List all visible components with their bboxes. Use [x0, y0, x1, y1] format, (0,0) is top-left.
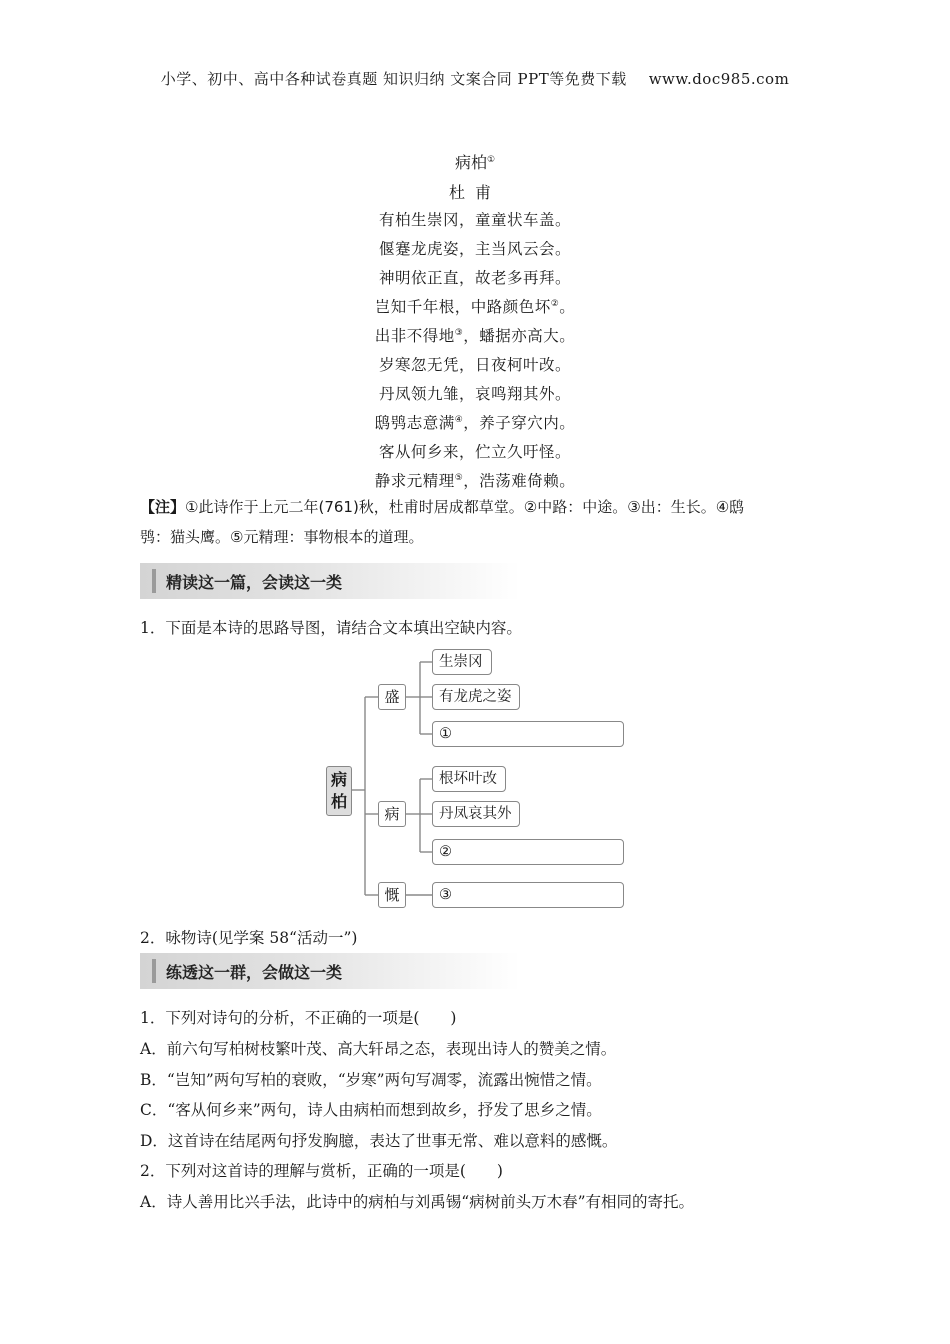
header-text: 小学、初中、高中各种试卷真题 知识归纳 文案合同 PPT等免费下载 — [160, 70, 627, 88]
question-1-option-a[interactable]: A．前六句写柏树枝繁叶茂、高大轩昂之态，表现出诗人的赞美之情。 — [140, 1040, 617, 1058]
question-1-option-c[interactable]: C．“客从何乡来”两句，诗人由病柏而想到故乡，抒发了思乡之情。 — [140, 1101, 602, 1119]
question-1-option-d[interactable]: D．这首诗在结尾两句抒发胸臆，表达了世事无常、难以意料的感慨。 — [140, 1132, 618, 1150]
section-banner-read: 精读这一篇，会读这一类 — [140, 563, 520, 599]
question-mindmap-intro: 1．下面是本诗的思路导图，请结合文本填出空缺内容。 — [140, 619, 522, 637]
leaf-box: 有龙虎之姿 — [432, 684, 520, 710]
poem-line: 客从何乡来，伫立久吁怪。 — [378, 443, 571, 461]
answer-blank-3[interactable]: ③ — [432, 882, 624, 908]
question-1-stem: 1．下列对诗句的分析，不正确的一项是( ) — [140, 1009, 457, 1027]
branch-lament: 慨 — [378, 882, 406, 908]
note-label: 【注】 — [140, 498, 186, 516]
mind-map-root: 病柏 — [326, 766, 352, 816]
question-genre: 2．咏物诗(见学案 58“活动一”) — [140, 929, 358, 947]
poem-line: 静求元精理⑤，浩荡难倚赖。 — [374, 472, 576, 490]
note-line-2: 鸮：猫头鹰。⑤元精理：事物根本的道理。 — [140, 528, 424, 546]
poem-line: 神明依正直，故老多再拜。 — [378, 269, 571, 287]
poem-line: 岂知千年根，中路颜色坏②。 — [374, 298, 576, 316]
leaf-box: 丹凤哀其外 — [432, 801, 520, 827]
leaf-box: 根坏叶改 — [432, 766, 506, 792]
poem-line: 丹凤领九雏，哀鸣翔其外。 — [378, 385, 571, 403]
question-2-option-a[interactable]: A．诗人善用比兴手法，此诗中的病柏与刘禹锡“病树前头万木春”有相同的寄托。 — [140, 1193, 695, 1211]
answer-blank-1[interactable]: ① — [432, 721, 624, 747]
poem-line: 鸱鸮志意满④，养子穿穴内。 — [374, 414, 576, 432]
banner-accent — [152, 959, 156, 983]
branch-prosper: 盛 — [378, 684, 406, 710]
question-2-stem: 2．下列对这首诗的理解与赏析，正确的一项是( ) — [140, 1162, 503, 1180]
question-1-option-b[interactable]: B．“岂知”两句写柏的衰败，“岁寒”两句写凋零，流露出惋惜之情。 — [140, 1071, 602, 1089]
poem-line: 岁寒忽无凭，日夜柯叶改。 — [378, 356, 571, 374]
title-note-mark: ① — [486, 155, 496, 165]
branch-sick: 病 — [378, 801, 406, 827]
poem-title: 病柏① — [454, 153, 496, 172]
poem-line: 有柏生崇冈，童童状车盖。 — [378, 211, 571, 229]
poem-line: 出非不得地③，蟠据亦高大。 — [374, 327, 576, 345]
note-line-1: ①此诗作于上元二年(761)秋，杜甫时居成都草堂。②中路：中途。③出：生长。④鸱 — [185, 498, 745, 516]
poem-author: 杜甫 — [448, 183, 501, 202]
poem-line: 偃蹇龙虎姿，主当风云会。 — [378, 240, 571, 258]
section-banner-practice: 练透这一群，会做这一类 — [140, 953, 520, 989]
leaf-box: 生崇冈 — [432, 649, 492, 675]
header-url[interactable]: www.doc985.com — [648, 70, 790, 88]
answer-blank-2[interactable]: ② — [432, 839, 624, 865]
